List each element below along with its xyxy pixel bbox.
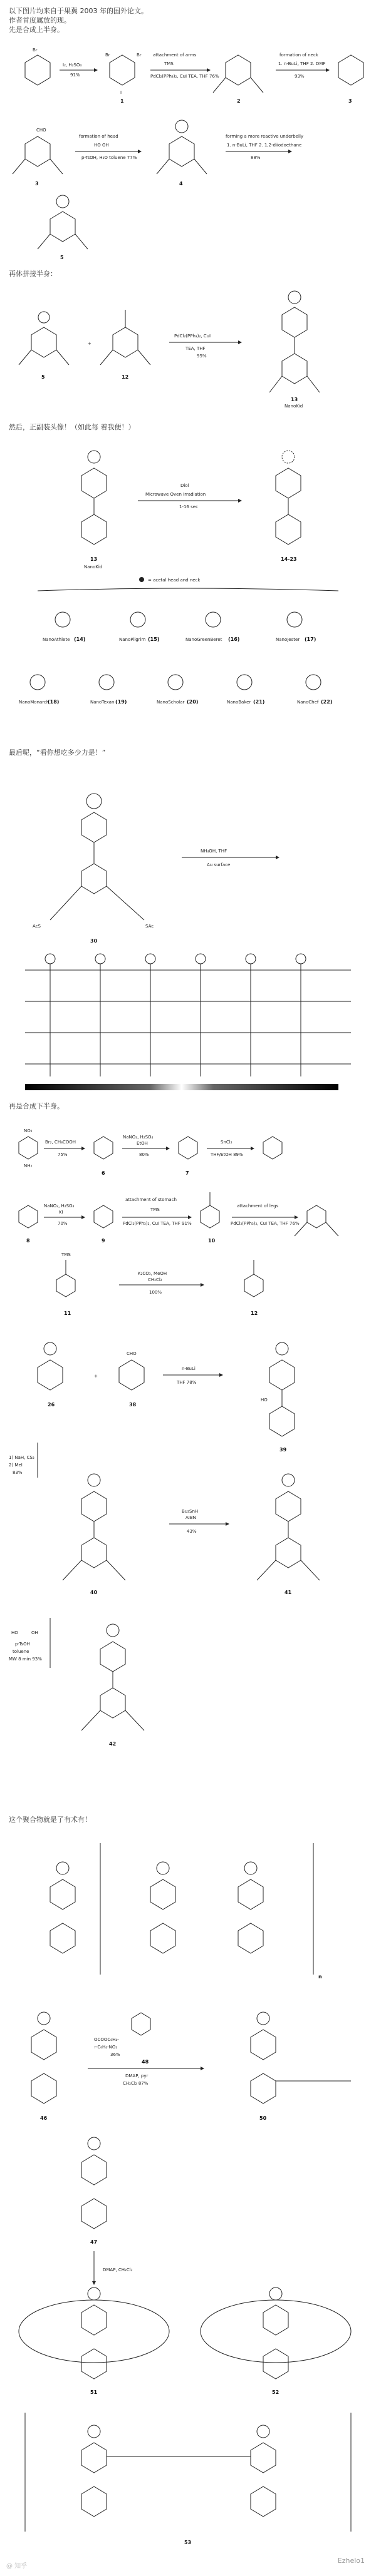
- cond-4-below: p-TsOH, H₂O toluene 77%: [81, 155, 137, 160]
- s7-c3-above: OCOOC₆H₄-: [94, 2037, 119, 2042]
- s5-cpd-9: 9: [102, 1238, 105, 1244]
- nanomonarch-num: (18): [48, 699, 60, 705]
- arrow-3: [276, 53, 330, 79]
- tms-label: TMS: [61, 1252, 71, 1257]
- polymer-heading: 这个聚合物就是了有术有！: [9, 1816, 91, 1824]
- nanoathlete-name: NanoAthlete: [43, 637, 70, 642]
- s5-c3-above: SnCl₂: [221, 1140, 232, 1145]
- s6-compound-26: [38, 1342, 63, 1408]
- nanotexan: [90, 675, 127, 705]
- s7-cpd-50: 50: [259, 2115, 267, 2121]
- scheme-4-au-surface: [0, 764, 376, 1139]
- au-surface-bar: [25, 1084, 338, 1090]
- s5-compound-7: [179, 1137, 197, 1176]
- intro-text: [9, 6, 360, 34]
- s3-reagent: Diol: [180, 483, 189, 488]
- s5-c5-below: PdCl₂(PPh₃)₂, CuI TEA, THF 91%: [123, 1221, 192, 1226]
- nanoscholar-num: (20): [187, 699, 199, 705]
- compound-30: [33, 794, 154, 944]
- nanogreenberet-name: NanoGreenBeret: [185, 637, 222, 642]
- s3-compound-13: 13: [90, 556, 98, 562]
- nanokid-label: NanoKid: [285, 404, 303, 409]
- s7-compound-50: [251, 2012, 351, 2121]
- sac-group: SAc: [145, 924, 154, 929]
- nanojester: [276, 612, 316, 642]
- compound-5: [38, 195, 88, 260]
- s7-compound-46: [31, 2012, 56, 2121]
- compound-number-3-top: 3: [348, 98, 352, 104]
- s6-compound-41: [257, 1474, 320, 1595]
- nanopilgrim-name: NanoPilgrim: [119, 637, 146, 642]
- s7-c1-mid: DMAP, pyr: [125, 2073, 149, 2078]
- scheme-5-lower-body: [0, 1117, 376, 1330]
- s7-cpd-46: 46: [40, 2115, 48, 2121]
- two-legs-heading: 再体拼接半身：: [9, 270, 57, 278]
- plus-sign: +: [88, 341, 91, 346]
- compound-3-right: [338, 55, 363, 104]
- no2-top: NO₂: [24, 1128, 33, 1133]
- compound-5-b: [19, 312, 69, 380]
- nanogreenberet-num: (16): [228, 636, 240, 642]
- s7-compound-52: [201, 2287, 351, 2395]
- s6-diol-conditions: [9, 1618, 50, 1668]
- nanoputian-row-2: [19, 675, 332, 705]
- compound-30-label: 30: [90, 938, 98, 944]
- s7-c1-below: CH₂Cl₂ 87%: [123, 2081, 149, 2086]
- compound-start: [25, 48, 50, 85]
- s5-compound-start: [19, 1128, 38, 1168]
- compound-number-3: 3: [35, 181, 39, 187]
- arrow-8: [182, 849, 279, 867]
- compound-number-1: 1: [120, 98, 124, 104]
- s5-cpd-8: 8: [26, 1238, 30, 1244]
- s5-arrow-6: [231, 1204, 300, 1226]
- arrow-6: [169, 334, 242, 359]
- s3-time: 1-16 sec: [179, 504, 198, 509]
- compound-number-4: 4: [179, 181, 183, 187]
- nh2-bottom: NH₂: [24, 1163, 33, 1168]
- surface-array: [25, 954, 351, 1076]
- s7-cpd-51: 51: [90, 2389, 98, 2395]
- s6-c2-mid: 2) MeI: [9, 1463, 23, 1468]
- compound-12-label: 12: [122, 374, 129, 380]
- s7-c3-below: 36%: [110, 2052, 120, 2057]
- scheme-6-intermediates: [0, 1336, 376, 1812]
- s5-c2-above: NaNO₂, H₂SO₄: [123, 1135, 154, 1140]
- br-label: Br: [33, 48, 38, 53]
- s3-compound-range: 14-23: [281, 556, 297, 562]
- cond-4-above: formation of head: [79, 134, 118, 139]
- cond-1-below: 91%: [70, 73, 80, 78]
- s6-compound-38: [119, 1351, 144, 1408]
- s5-c4-above: NaNO₂, H₂SO₄: [44, 1204, 75, 1209]
- s7-compound-47: [81, 2137, 107, 2245]
- compound-5-label: 5: [41, 374, 45, 380]
- s5-c2-below: 80%: [139, 1152, 149, 1157]
- arrow-5: [226, 134, 303, 160]
- cho-label: CHO: [36, 128, 46, 133]
- s2-yield: 95%: [197, 354, 207, 359]
- s5-c1-below: 75%: [58, 1152, 68, 1157]
- s5-c4-mid: KI: [59, 1210, 63, 1215]
- arrow-4: [75, 134, 142, 160]
- s5-compound-8: [19, 1205, 38, 1244]
- s6-compound-40: [63, 1474, 125, 1595]
- s7-cpd-52: 52: [272, 2389, 279, 2395]
- s5-cpd-6: 6: [102, 1170, 105, 1176]
- s7-cpd-53: 53: [184, 2540, 192, 2545]
- lower-half-heading: 再是合成下半身。: [9, 1102, 64, 1110]
- s6-c4-below: MW 8 min 93%: [9, 1657, 42, 1662]
- s6-diol-oh: OH: [31, 1630, 38, 1635]
- arrow-7: [138, 483, 242, 509]
- s5-compound-6: [94, 1137, 113, 1176]
- nanochef: [297, 675, 332, 705]
- compound-number-5: 5: [60, 255, 64, 260]
- scheme-3-nanoputians: [0, 438, 376, 739]
- nanobaker-num: (21): [253, 699, 265, 705]
- s6-compound-39: [261, 1342, 295, 1453]
- cond-3-below: 93%: [295, 74, 305, 79]
- nanopilgrim-num: (15): [148, 636, 160, 642]
- s5-c5-above: attachment of stomach: [125, 1197, 177, 1202]
- cond-1-above: I₂, H₂SO₄: [63, 63, 82, 68]
- s4-reagents: NH₄OH, THF: [201, 849, 227, 854]
- s5-cpd-7: 7: [185, 1170, 189, 1176]
- s7-c2-mid: DMAP, CH₂Cl₂: [103, 2267, 133, 2272]
- s6-c1-above: n-BuLi: [182, 1366, 196, 1371]
- watermark: Ezhelo1: [337, 2557, 365, 2565]
- s5-c3-below: THF/EtOH 89%: [211, 1152, 243, 1157]
- s7-reagent-48: 48: [142, 2059, 149, 2065]
- s5-compound-9: [94, 1205, 113, 1244]
- acetal-legend-text: = acetal head and neck: [148, 578, 201, 583]
- c1-i: I: [120, 90, 122, 95]
- compound-13-nanokid: [81, 451, 107, 570]
- scheme-1-upper-body: [0, 38, 376, 263]
- s3-condition: Microwave Oven Irradiation: [145, 492, 206, 497]
- s6-c2-below: 83%: [13, 1470, 23, 1475]
- arrow-2: [150, 53, 219, 79]
- s6-arrow-1: [163, 1366, 223, 1385]
- scheme-2-nanokid-coupling: [0, 285, 376, 410]
- s6-c3-mid: AIBN: [185, 1515, 196, 1520]
- nanogreenberet: [185, 612, 239, 642]
- s5-c5-mid: TMS: [150, 1207, 160, 1212]
- scheme-7-polymer: [0, 1831, 376, 2550]
- intro-line-1: 以下图片均来自于果冀 2003 年的国外论文。: [9, 7, 148, 15]
- compound-3: [13, 128, 63, 187]
- s6-c1-below: THF 78%: [177, 1380, 197, 1385]
- upper-half-heading: 先是合成上半身。: [9, 26, 64, 34]
- nanojester-name: NanoJester: [276, 637, 300, 642]
- s6-cpd-42: 42: [109, 1741, 117, 1747]
- s6-cpd-39: 39: [279, 1447, 287, 1453]
- s7-arrow-1: [88, 2013, 204, 2086]
- s6-plus: +: [94, 1374, 98, 1379]
- c1-br-b: Br: [137, 53, 142, 58]
- nanobaker-name: NanoBaker: [227, 700, 251, 705]
- s6-cpd-41: 41: [285, 1590, 292, 1595]
- nanomonarch: [19, 675, 59, 705]
- s5-cpd-11: 11: [64, 1311, 71, 1316]
- s5-arrow-7: [119, 1271, 204, 1295]
- s5-compound-10: [201, 1192, 219, 1244]
- s7-compound-51: [19, 2287, 169, 2395]
- s5-compound-12: [244, 1260, 263, 1316]
- nanobaker: [227, 675, 264, 705]
- s6-left-conditions: [9, 1443, 38, 1478]
- cond-2-above: attachment of arms: [153, 53, 197, 58]
- cond-5-mid: 1. n-BuLi, THF 2. 1,2-diiodoethane: [227, 143, 302, 148]
- repeat-unit-n: n: [318, 1974, 322, 1980]
- cond-2-mid: TMS: [164, 61, 174, 66]
- s7-arrow-2: [92, 2251, 133, 2285]
- s6-cpd-38: 38: [129, 1402, 137, 1408]
- s5-c7-below: 100%: [149, 1290, 162, 1295]
- nanopilgrim: [119, 612, 159, 642]
- nanotexan-num: (19): [115, 699, 127, 705]
- s7-cpd-47: 47: [90, 2239, 98, 2245]
- compound-4: [157, 120, 207, 187]
- nanochef-num: (22): [321, 699, 333, 705]
- s7-c3-mid: ₇-C₆H₄-NO₂: [94, 2045, 118, 2050]
- s5-c7-mid: CH₂Cl₂: [148, 1277, 162, 1282]
- nanoputian-row-1: [43, 612, 316, 642]
- s2-reagents: PdCl₂(PPh₃)₂, CuI: [174, 334, 211, 339]
- s7-compound-53: [25, 2413, 351, 2545]
- cond-3-mid: 1. n-BuLi, THF 2. DMF: [278, 61, 326, 66]
- nanoathlete: [43, 612, 85, 642]
- s6-arrow-2: [169, 1509, 229, 1534]
- compound-14-23: [276, 451, 301, 562]
- s5-arrow-1: [44, 1140, 85, 1157]
- s5-c6-above: attachment of legs: [237, 1204, 279, 1209]
- cond-4-mid: HO OH: [94, 143, 109, 148]
- footer-label: @ 知乎: [6, 2563, 28, 2570]
- s5-arrow-4: [44, 1204, 85, 1226]
- heads-heading: 然后，正副装头像！（如此每 着我便！）: [9, 423, 135, 431]
- s6-c3-above: Bu₃SnH: [182, 1509, 199, 1514]
- s6-cho: CHO: [127, 1351, 137, 1356]
- s5-arrow-3: [207, 1140, 254, 1157]
- arrow-1: [60, 63, 98, 78]
- intro-line-2: 作者首度属放的现。: [9, 16, 71, 24]
- compound-13: [269, 291, 320, 409]
- acs-group: AcS: [33, 924, 41, 929]
- s5-c6-below: PdCl₂(PPh₃)₂, CuI TEA, THF 76%: [231, 1221, 300, 1226]
- c1-br-a: Br: [105, 53, 110, 58]
- nanotexan-name: NanoTexan: [90, 700, 115, 705]
- s4-surface: Au surface: [207, 862, 231, 867]
- s6-c4-above: p-TsOH: [15, 1642, 30, 1647]
- compound-number-2: 2: [237, 98, 241, 104]
- s5-compound-10b: [295, 1205, 338, 1236]
- compound-2: [213, 55, 263, 104]
- nanojester-num: (17): [305, 636, 316, 642]
- s5-compound-11: [56, 1252, 75, 1316]
- s5-c4-below: 70%: [58, 1221, 68, 1226]
- nanochef-name: NanoChef: [297, 700, 319, 705]
- s6-cpd-40: 40: [90, 1590, 98, 1595]
- polymer-top: [50, 1843, 322, 1980]
- s6-compound-42: [81, 1624, 144, 1747]
- nanoscholar-name: NanoScholar: [157, 700, 185, 705]
- cond-2-below: PdCl₂(PPh₃)₂, CuI TEA, THF 76%: [150, 74, 219, 79]
- acetal-legend: [38, 577, 338, 591]
- compound-13-label: 13: [291, 397, 298, 402]
- s5-c1-above: Br₂, CH₃COOH: [45, 1140, 76, 1145]
- cond-3-above: formation of neck: [279, 53, 318, 58]
- s6-c3-below: 43%: [187, 1529, 197, 1534]
- s5-arrow-2: [122, 1135, 170, 1157]
- s3-nanokid: NanoKid: [84, 565, 103, 570]
- s5-cpd-10: 10: [208, 1238, 216, 1244]
- s5-compound-8-top: [263, 1137, 282, 1159]
- s6-ho: HO: [261, 1398, 268, 1403]
- s6-c2-above: 1) NaH, CS₂: [9, 1455, 34, 1460]
- s5-arrow-5: [122, 1197, 192, 1226]
- s5-cpd-12: 12: [251, 1311, 258, 1316]
- s6-diol-ho: HO: [11, 1630, 18, 1635]
- s2-solvent: TEA, THF: [185, 346, 206, 351]
- nanomonarch-name: NanoMonarch: [19, 700, 50, 705]
- compound-1: [105, 53, 142, 104]
- cond-5-above: forming a more reactive underbelly: [226, 134, 304, 139]
- surface-heading: 最后呢，“看你想吃多少力是！”: [9, 749, 106, 757]
- compound-12: [100, 310, 150, 380]
- s6-cpd-26: 26: [48, 1402, 55, 1408]
- s6-c4-mid: toluene: [13, 1649, 29, 1654]
- s5-c2-mid: EtOH: [137, 1141, 148, 1146]
- cond-5-below: 88%: [251, 155, 261, 160]
- nanoscholar: [157, 675, 198, 705]
- nanoathlete-num: (14): [74, 636, 86, 642]
- s5-c7-above: K₂CO₃, MeOH: [138, 1271, 167, 1276]
